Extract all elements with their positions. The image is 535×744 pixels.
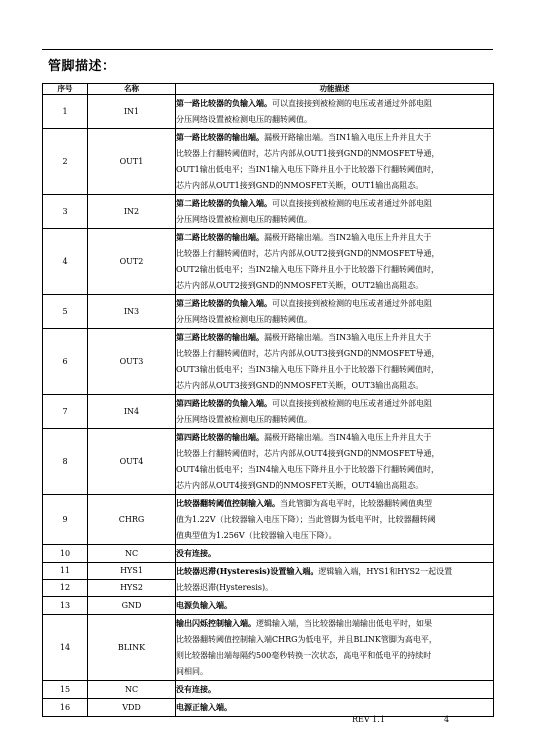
pin-description: [176, 615, 494, 681]
description-line: 比较器上行翻转阈值时，芯片内部从OUT1接到GND的NMOSFET导通，: [176, 149, 440, 158]
description-line: 可以直接接到被检测的电压或者通过外部电阻: [272, 199, 432, 208]
description-lead: 电源负输入端。: [176, 600, 232, 610]
pin-description: [176, 495, 494, 545]
description-lead: 第一路比较器的输出端。: [176, 132, 264, 142]
table-row: [43, 699, 494, 717]
pin-description: [176, 563, 494, 597]
description-lead: 比较器迟滞(Hysteresis)设置输入端。: [176, 566, 319, 576]
description-line: OUT2输出低电平；当IN2输入电压下降并且小于比较器下行翻转阈值时，: [176, 265, 439, 274]
description-line: 可以直接接到被检测的电压或者通过外部电阻: [272, 99, 432, 108]
description-line: 比较器迟滞(Hysteresis)。: [176, 583, 274, 592]
table-row: [43, 597, 494, 615]
pin-name: BLINK: [88, 615, 176, 681]
table-row: [43, 95, 494, 129]
pin-description: [176, 329, 494, 395]
table-row: [43, 495, 494, 545]
description-lead: 第四路比较器的输出端。: [176, 432, 264, 442]
header-name: 名称: [88, 84, 176, 95]
pin-name: NC: [88, 545, 176, 563]
description-line: 芯片内部从OUT1接到GND的NMOSFET关断，OUT1输出高阻态。: [176, 181, 424, 190]
table-row: [43, 395, 494, 429]
pin-description: [176, 545, 494, 563]
description-lead: 第一路比较器的负输入端。: [176, 98, 272, 108]
pin-number: 4: [43, 229, 88, 295]
description-line: 漏极开路输出端。当IN3输入电压上升并且大于: [264, 333, 432, 342]
pin-name: OUT2: [88, 229, 176, 295]
pin-name: IN4: [88, 395, 176, 429]
header-num: 序号: [43, 84, 88, 95]
description-line: 分压网络设置被检测电压的翻转阈值。: [176, 215, 312, 224]
description-line: 比较器翻转阈值控制输入端CHRG为低电平，并且BLINK管脚为高电平，: [176, 635, 437, 644]
description-line: 漏极开路输出端。当IN2输入电压上升并且大于: [264, 233, 432, 242]
description-line: 芯片内部从OUT4接到GND的NMOSFET关断，OUT4输出高阻态。: [176, 481, 424, 490]
pin-number: 11: [43, 563, 88, 580]
table-row: [43, 545, 494, 563]
description-line: 芯片内部从OUT3接到GND的NMOSFET关断，OUT3输出高阻态。: [176, 381, 424, 390]
description-line: 可以直接接到被检测的电压或者通过外部电阻: [272, 399, 432, 408]
description-line: 则比较器输出端每隔约500毫秒转换一次状态，高电平和低电平的持续时: [176, 651, 432, 660]
description-line: OUT3输出低电平；当IN3输入电压下降并且小于比较器下行翻转阈值时，: [176, 365, 439, 374]
table-row: [43, 229, 494, 295]
description-line: 间相同。: [176, 667, 208, 676]
table-row: [43, 563, 494, 580]
description-lead: 电源正输入端。: [176, 702, 232, 712]
pin-description: [176, 129, 494, 195]
pin-number: 8: [43, 429, 88, 495]
description-lead: 第四路比较器的负输入端。: [176, 398, 272, 408]
description-line: OUT1输出低电平；当IN1输入电压下降并且小于比较器下行翻转阈值时，: [176, 165, 439, 174]
pin-number: 5: [43, 295, 88, 329]
description-lead: 输出闪烁控制输入端。: [176, 618, 256, 628]
pin-description: [176, 681, 494, 699]
pin-number: 16: [43, 699, 88, 717]
description-line: 值为1.22V（比较器输入电压下降）；当此管脚为低电平时，比较器翻转阈: [176, 515, 436, 524]
description-line: 漏极开路输出端。当IN1输入电压上升并且大于: [264, 133, 432, 142]
table-header-row: [43, 84, 494, 95]
table-row: [43, 195, 494, 229]
description-lead: 第二路比较器的输出端。: [176, 232, 264, 242]
pin-number: 6: [43, 329, 88, 395]
description-line: 漏极开路输出端。当IN4输入电压上升并且大于: [264, 433, 432, 442]
description-line: OUT4输出低电平；当IN4输入电压下降并且小于比较器下行翻转阈值时，: [176, 465, 439, 474]
description-line: 分压网络设置被检测电压的翻转阈值。: [176, 415, 312, 424]
pin-number: 13: [43, 597, 88, 615]
table-row: [43, 295, 494, 329]
pin-name: GND: [88, 597, 176, 615]
pin-description: [176, 699, 494, 717]
description-line: 当此管脚为高电平时，比较器翻转阈值典型: [280, 499, 432, 508]
description-lead: 第二路比较器的负输入端。: [176, 198, 272, 208]
pin-name: HYS1: [88, 563, 176, 580]
section-title: 管脚描述：: [48, 59, 116, 74]
pin-description: [176, 229, 494, 295]
header-rule: [42, 49, 493, 50]
description-line: 比较器上行翻转阈值时，芯片内部从OUT3接到GND的NMOSFET导通，: [176, 349, 440, 358]
description-line: 逻辑输入端，当比较器输出端输出低电平时，如果: [256, 619, 432, 628]
description-lead: 第三路比较器的输出端。: [176, 332, 264, 342]
pin-name: OUT4: [88, 429, 176, 495]
pin-name: NC: [88, 681, 176, 699]
table-row: [43, 681, 494, 699]
pin-name: IN2: [88, 195, 176, 229]
description-line: 分压网络设置被检测电压的翻转阈值。: [176, 115, 312, 124]
footer-page-number: 4: [444, 715, 450, 724]
pin-name: IN3: [88, 295, 176, 329]
pin-number: 7: [43, 395, 88, 429]
description-lead: 没有连接。: [176, 684, 216, 694]
pin-number: 9: [43, 495, 88, 545]
footer-revision: REV 1.1: [352, 715, 385, 724]
table-row: [43, 429, 494, 495]
table-row: [43, 615, 494, 681]
description-line: 逻辑输入端，HYS1和HYS2一起设置: [318, 567, 453, 576]
pin-description-table: [42, 83, 494, 717]
pin-description: [176, 95, 494, 129]
description-lead: 没有连接。: [176, 548, 216, 558]
description-line: 比较器上行翻转阈值时，芯片内部从OUT4接到GND的NMOSFET导通，: [176, 449, 440, 458]
pin-description: [176, 395, 494, 429]
pin-number: 12: [43, 580, 88, 597]
description-line: 芯片内部从OUT2接到GND的NMOSFET关断，OUT2输出高阻态。: [176, 281, 424, 290]
pin-name: CHRG: [88, 495, 176, 545]
pin-description: [176, 295, 494, 329]
description-line: 可以直接接到被检测的电压或者通过外部电阻: [272, 299, 432, 308]
pin-name: HYS2: [88, 580, 176, 597]
pin-number: 2: [43, 129, 88, 195]
pin-number: 3: [43, 195, 88, 229]
pin-number: 14: [43, 615, 88, 681]
description-lead: 比较器翻转阈值控制输入端。: [176, 498, 280, 508]
description-line: 值典型值为1.256V（比较器输入电压下降）。: [176, 531, 337, 540]
table-row: [43, 129, 494, 195]
pin-number: 15: [43, 681, 88, 699]
pin-number: 1: [43, 95, 88, 129]
pin-name: OUT3: [88, 329, 176, 395]
pin-description: [176, 195, 494, 229]
pin-description: [176, 597, 494, 615]
description-line: 比较器上行翻转阈值时，芯片内部从OUT2接到GND的NMOSFET导通，: [176, 249, 440, 258]
pin-number: 10: [43, 545, 88, 563]
pin-name: OUT1: [88, 129, 176, 195]
description-lead: 第三路比较器的负输入端。: [176, 298, 272, 308]
description-line: 分压网络设置被检测电压的翻转阈值。: [176, 315, 312, 324]
header-desc: 功能描述: [176, 84, 494, 95]
table-row: [43, 329, 494, 395]
pin-name: IN1: [88, 95, 176, 129]
pin-name: VDD: [88, 699, 176, 717]
pin-description: [176, 429, 494, 495]
